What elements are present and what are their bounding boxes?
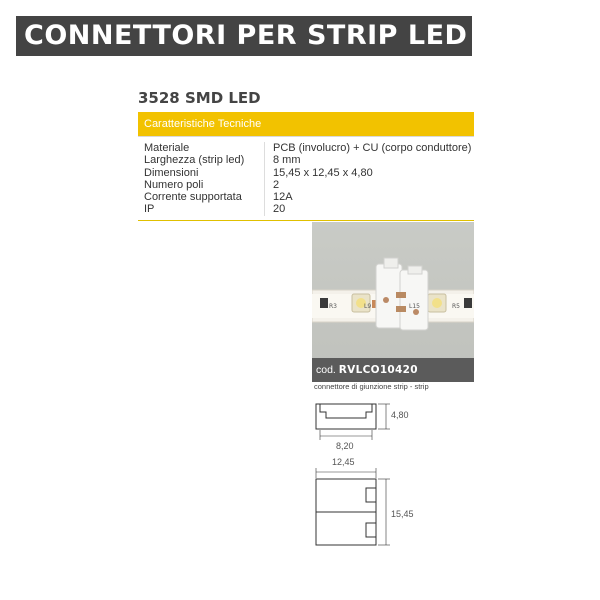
page-banner-title: CONNETTORI PER STRIP LED xyxy=(16,16,472,56)
spec-value: PCB (involucro) + CU (corpo conduttore) xyxy=(273,142,472,154)
side-view-channel xyxy=(320,404,372,418)
spec-value: 2 xyxy=(273,178,280,191)
spec-value: 20 xyxy=(273,203,286,216)
product-code: RVLCO10420 xyxy=(338,364,418,376)
dimension-side-width: 8,20 xyxy=(336,441,354,451)
spec-label: IP xyxy=(144,203,155,216)
spec-label: Larghezza (strip led) xyxy=(144,154,245,167)
strip-label: L15 xyxy=(409,303,420,310)
top-view-tab xyxy=(366,523,376,537)
code-prefix: cod. xyxy=(316,364,336,376)
dimension-top-height: 15,45 xyxy=(391,509,414,519)
strip-label: L9 xyxy=(364,303,372,310)
product-title: 3528 SMD LED xyxy=(138,89,261,107)
spec-value: 12A xyxy=(273,191,293,204)
strip-label: R3 xyxy=(329,303,337,310)
product-caption: connettore di giunzione strip - strip xyxy=(314,382,429,391)
spec-label: Corrente supportata xyxy=(144,191,242,204)
spec-value: 15,45 x 12,45 x 4,80 xyxy=(273,166,373,179)
spec-label: Dimensioni xyxy=(144,166,199,179)
side-view-outline xyxy=(316,404,376,429)
dimension-top-width: 12,45 xyxy=(332,457,355,467)
specs-header: Caratteristiche Tecniche xyxy=(138,112,474,137)
top-view-tab xyxy=(366,488,376,502)
dimension-side-height: 4,80 xyxy=(391,410,409,420)
spec-value: 8 mm xyxy=(273,154,301,167)
strip-label: R5 xyxy=(452,303,460,310)
spec-label: Materiale xyxy=(144,142,190,154)
spec-label: Numero poli xyxy=(144,178,204,191)
